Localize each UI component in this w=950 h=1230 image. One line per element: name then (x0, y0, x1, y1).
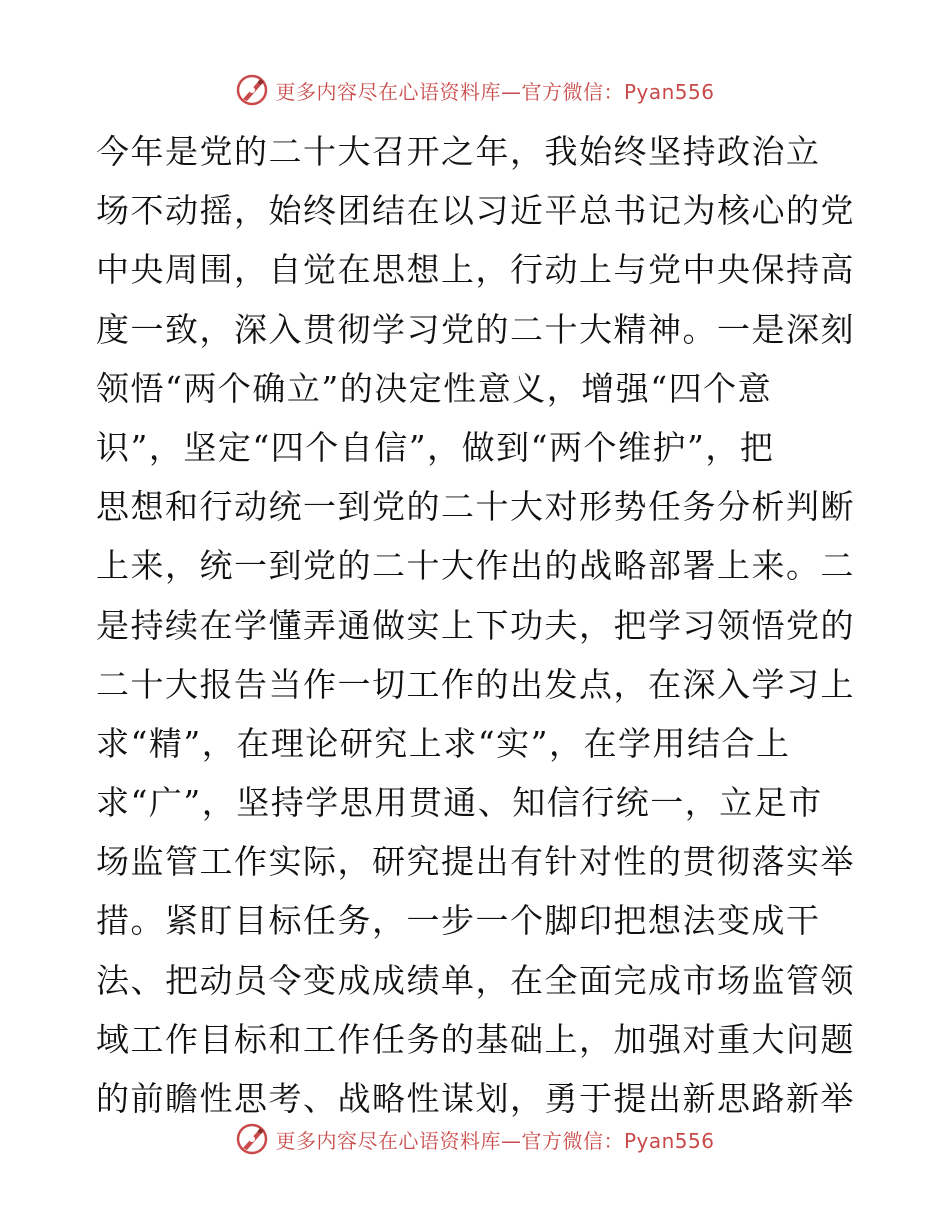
footer-watermark-banner (0, 1119, 950, 1159)
body-line: 上来，统一到党的二十大作出的战略部署上来。二 (96, 546, 855, 586)
body-line: 度一致，深入贯彻学习党的二十大精神。一是深刻 (96, 309, 855, 349)
body-line: 思想和行动统一到党的二十大对形势任务分析判断 (96, 487, 855, 527)
footer-watermark-text: 更多内容尽在心语资料库—官方微信：Pyan556 (275, 1128, 715, 1153)
body-line: 场监管工作实际，研究提出有针对性的贯彻落实举 (96, 842, 855, 882)
body-line: 求“广”，坚持学思用贯通、知信行统一，立足市 (96, 783, 823, 823)
body-line: 域工作目标和工作任务的基础上，加强对重大问题 (96, 1019, 855, 1059)
body-line: 的前瞻性思考、战略性谋划，勇于提出新思路新举 (96, 1079, 855, 1118)
body-line: 措。紧盯目标任务，一步一个脚印把想法变成干 (96, 901, 821, 941)
body-line: 识”，坚定“四个自信”，做到“两个维护”，把 (96, 427, 775, 467)
body-line: 今年是党的二十大召开之年，我始终坚持政治立 (96, 132, 821, 171)
body-line: 中央周围，自觉在思想上，行动上与党中央保持高 (96, 250, 855, 290)
pen-logo-icon (235, 73, 269, 107)
pen-logo-icon (235, 1122, 269, 1156)
header-watermark-banner (0, 70, 950, 110)
body-line: 法、把动员令变成成绩单，在全面完成市场监管领 (96, 960, 855, 1000)
header-watermark-text: 更多内容尽在心语资料库—官方微信：Pyan556 (275, 79, 715, 104)
body-line: 领悟“两个确立”的决定性意义，增强“四个意 (96, 368, 773, 408)
document-body (96, 122, 856, 1128)
body-line: 场不动摇，始终团结在以习近平总书记为核心的党 (96, 191, 855, 231)
body-line: 求“精”，在理论研究上求“实”，在学用结合上 (96, 723, 791, 763)
body-line: 二十大报告当作一切工作的出发点，在深入学习上 (96, 664, 855, 704)
body-line: 是持续在学懂弄通做实上下功夫，把学习领悟党的 (96, 605, 855, 645)
